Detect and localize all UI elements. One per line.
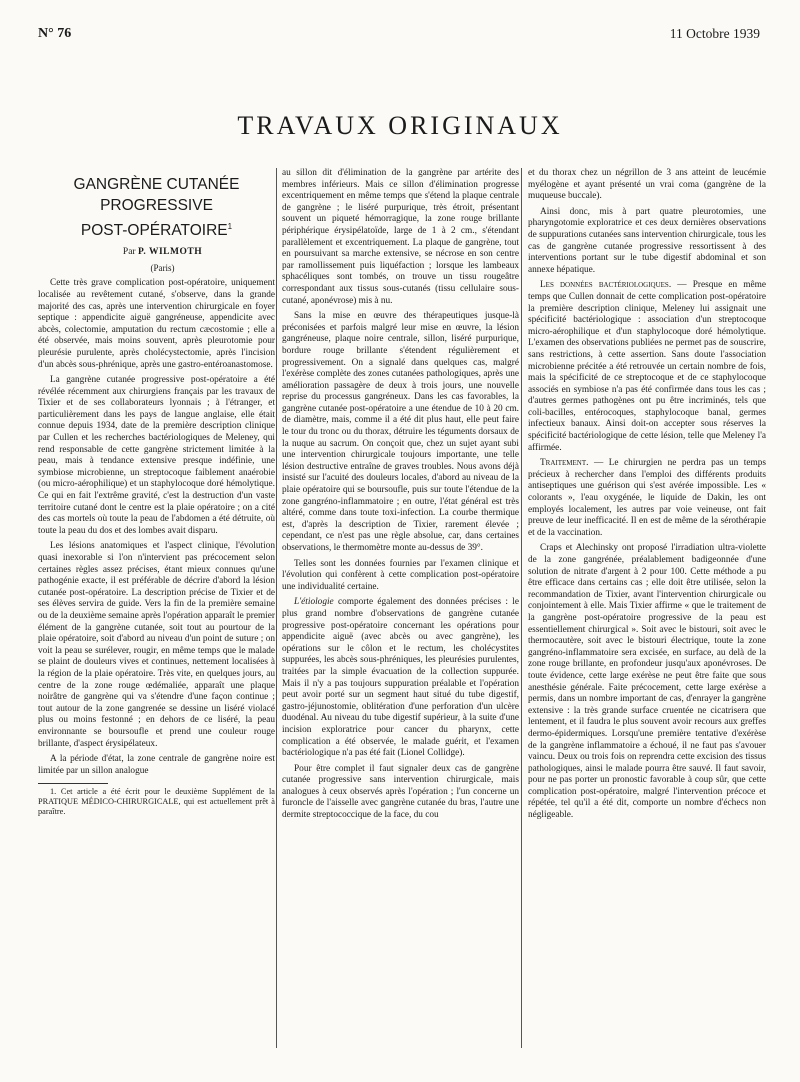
- paragraph: Craps et Alechinsky ont proposé l'irradiation ultra-violette de la zone gangrénée, préalablement badigeonnée d'une solution de nitrate d'argent à 2 pour 100. Cette méthode a pu être efficace dans certains cas ; elle doit être utilisée, selon la recommandation de Tixier, avant l'intervention chirurgicale ou conjointement à elle. Mais Tixier affirme « que le traitement de la gangrène post-opératoire progressive de la peau est essentiellement chirurgical ». Soit avec le bistouri, soit avec le thermocautère, soit avec le bistouri électrique, toute la zone gangréno-inflammatoire sera excisée, en surface, au delà de la zone rouge brillante, en profondeur jusqu'aux aponévroses. De toute évidence, cette large exérèse ne peut être faite que sous anesthésie générale. Faite précocement, cette large exérèse a permis, dans un nombre important de cas, d'enrayer la gangrène extensive : la très grande surface cruentée ne cicatrisera que lentement, et il faudra le plus souvent avoir recours aux greffes dermo-épidermiques. Lorsqu'une première tentative d'exérèse de la gangrène inflammatoire a échoué, il ne faut pas s'avouer vaincu. Deux ou trois fois on reprendra cette excision des tissus pathologiques, ainsi le malade pourra être sauvé. Il faut savoir, pour ne pas porter un pronostic favorable à coup sûr, que cette complication post-opératoire, malgré l'intervention précoce et répétée, tel qu'il a été dit, comporte un nombre d'échecs non négligeable.: [528, 543, 766, 821]
- paragraph: Les lésions anatomiques et l'aspect clinique, l'évolution quasi inexorable si l'on n'intervient pas précocement selon certaines règles assez précises, étant mieux connues qu'une pathogénie exacte, il est préférable de décrire d'abord la lésion cutanée post-opératoire. La description précise de Tixier et de ses élèves servira de guide. Vers la fin de la première semaine ou de la deuxième semaine après l'opération apparaît le premier élément de la gangrène cutanée, soit tout au pourtour de la plaie opératoire, soit d'abord au niveau d'un point de suture ; on voit la peau se surélever, rougir, en même temps que le malade se plaint de douleurs vives et continues, nettement localisées à la région de la plaie opératoire. Très vite, en quelques jours, au centre de la zone rouge œdémaliée, apparaît une plaque noirâtre de gangrène qui va s'étendre d'une façon continue ; tout autour de la zone gangrenée se dessine un liséré violacé plus ou moins festonné ; en dehors de ce liséré, la peau environnante se boursoufle et prend une couleur rouge brillante, d'aspect érysipélateux.: [38, 541, 275, 749]
- author-prefix: Par: [122, 247, 136, 258]
- issue-date: 11 Octobre 1939: [669, 26, 760, 41]
- paragraph: [528, 280, 766, 454]
- author-name: P. WILMOTH: [137, 247, 203, 258]
- article-title-line: POST-OPÉRATOIRE: [80, 222, 228, 240]
- paragraph: La gangrène cutanée progressive post-opératoire a été révélée récemment aux chirurgiens français par les travaux de Tixier et de ses collaborateurs lyonnais ; à l'étranger, et particulièrement dans les pays de langue anglaise, elle était connue depuis 1934, date de la première description clinique par Cullen et les recherches bactériologiques de Meleney, qui rend responsable de cette gangrène strictement limitée à la peau, mais à tendance extensive presque indéfinie, une symbiose microbienne, un streptocoque faiblement anaérobie (ou micro-aérophilique) et un staphylocoque doré hémolytique. Ce qui en fait l'extrême gravité, c'est la destruction d'un vaste territoire cutané dont le centre est la plaie opératoire ; on a cité des cas mortels où toute la peau de l'abdomen a été détruite, où toute la peau du dos et des lombes avait disparu.: [38, 375, 275, 536]
- footnote: 1. Cet article a été écrit pour le deuxième Supplément de la PRATIQUE MÉDICO-CHIRURGICALE, qui est actuellement prêt à paraître.: [38, 787, 275, 817]
- paragraph-body: comporte également des données précises : le plus grand nombre d'observations de gangrène cutanée progressive post-opératoire concernant les opérations pour appendicite aiguë (avec abcès ou avec gangrène), les opérations sur le côlon et le rectum, les cholécystites suppurées, les abcès sous-phréniques, les pleurésies purulentes, traitées par la simple évacuation de la collection suppurée. Mais il n'y a pas toujours suppuration préalable et l'opération peut avoir porté sur un segment haut situé du tube digestif, gastro-jéjunostomie, oblitération d'une perforation d'un ulcère duodénal. Au niveau du tube digestif supérieur, à la suite d'une incision exploratrice pour cancer du pharynx, cette complication a été observée, le malade guérit, et l'examen bactériologique n'a pas été fait (Lionel Collidge).: [282, 597, 519, 759]
- section-title: TRAVAUX ORIGINAUX: [237, 111, 563, 141]
- paragraph-body: — Le chirurgien ne perdra pas un temps précieux à rechercher dans l'emploi des différents produits antiseptiques une guérison qui s'est avérée impossible. Les « colorants », l'eau oxygénée, le liquide de Dakin, les ont employés localement, les autres par voie veineuse, ont fait preuve de leur inefficacité. Il en est de même de la sérothérapie et de la vaccination.: [528, 458, 766, 538]
- column-2: [282, 168, 519, 826]
- paragraph: [528, 458, 766, 539]
- paragraph: au sillon dit d'élimination de la gangrène par artérite des membres inférieurs. Mais ce sillon d'élimination progresse excentriquement en même temps que s'étend la plaque centrale de gangrène ; le liséré purpurique, très étroit, présentant souvent un piqueté hémorragique, la zone rouge brillante périphérique érysipélatoïde, large de 1 à 2 cm., s'étendant parallèlement et excentriquement. La plaque de gangrène, tout en poursuivant sa marche extensive, se nécrose en son centre par ramollissement puis liquéfaction ; lorsque les lambeaux sphacéliques sont tombés, on trouve un tissu rougeâtre correspondant aux tissus sous-cutanés (tissu cellulaire sous-cutané, aponévrose) mis à nu.: [282, 168, 519, 306]
- paragraph: Ainsi donc, mis à part quatre pleurotomies, une pharyngotomie exploratrice et ces deux dernières observations de suppurations cutanées sans intervention chirurgicale, tous les cas de gangrène cutanée progressive ressortissent à des interventions portant sur le tube digestif abdominal et son annexe hépatique.: [528, 206, 766, 275]
- paragraph: A la période d'état, la zone centrale de gangrène noire est limitée par un sillon analogue: [38, 754, 275, 776]
- section-heading: Traitement.: [540, 458, 589, 469]
- footnote-divider: [38, 783, 108, 784]
- paragraph: Pour être complet il faut signaler deux cas de gangrène cutanée progressive sans intervention chirurgicale, mais analogues à ceux observés après l'opération ; l'un concerne un furoncle de l'aisselle avec gangrène cutanée du bras, l'autre une dermite streptococcique de la face, du cou: [282, 763, 519, 821]
- article-title: [38, 174, 275, 241]
- column-1: [38, 168, 275, 821]
- paragraph: Telles sont les données fournies par l'examen clinique et l'évolution qui confèrent à cette complication post-opératoire une individualité certaine.: [282, 558, 519, 592]
- paragraph-body: — Presque en même temps que Cullen donnait de cette complication post-opératoire la première description clinique, Meleney lui assignait une spécificité bactériologique : association d'un streptocoque micro-aérophilique et d'un staphylocoque doré hémolytique. L'examen des observations publiées ne permet pas de souscrire, sans restrictions, à cette assertion. Sans doute l'association microbienne précitée a été retrouvée un certain nombre de fois, mais la spécificité de ce streptocoque et de ce staphylocoque associés en symbiose n'a pas été confirmée dans tous les cas ; d'autres germes pathogènes ont pu être incriminés, tels que coli-bacilles, entérocoques, staphylocoque banal, germes infectieux banaux. Ainsi doit-on accepter sous réserves la spécificité bactériologique de cette lésion, telle que Meleney l'a affirmée.: [528, 280, 766, 453]
- paragraph: [282, 597, 519, 759]
- article-title-line: PROGRESSIVE: [100, 197, 213, 214]
- column-divider: [521, 168, 522, 1048]
- paragraph: Cette très grave complication post-opératoire, uniquement localisée au revêtement cutané, s'observe, dans la grande majorité des cas, après une intervention chirurgicale en foyer septique : appendicite aiguë gangréneuse, appendicite avec abcès, colectomie, amputation du rectum cæcostomie ; elle a été observée, mais moins souvent, après pleurotomie pour pleurésie purulente, après cholécystectomie, après l'incision d'un abcès sous-phrénique, après une gastro-entéroanastomose.: [38, 278, 275, 370]
- author-place: (Paris): [150, 262, 175, 273]
- paragraph: et du thorax chez un négrillon de 3 ans atteint de leucémie myélogène et ayant présenté un vrai coma (gangrène de la muqueuse buccale).: [528, 168, 766, 202]
- paragraph: Sans la mise en œuvre des thérapeutiques jusque-là préconisées et parfois malgré leur mise en œuvre, la lésion gangréneuse, plaque noire centrale, sillon, liséré purpurique, bordure rouge brillante s'étendent régulièrement et progressivement. On a signalé dans quelques cas, malgré l'exérèse complète des zones cutanées pathologiques, après une amélioration passagère de deux à trois jours, une nouvelle reprise du processus gangréneux. Dans les cas favorables, la gangrène cutanée post-opératoire a une étendue de 10 à 20 cm. de diamètre, mais, comme il a été dit plus haut, elle peut faire le tour du tronc ou du thorax, détruire les téguments dorsaux de la nuque au sacrum. On conçoit que, chez un sujet ayant subi une intervention chirurgicale toujours importante, une telle lésion destructive entraîne de graves troubles. Nous avons déjà insisté sur l'acuité des douleurs locales, d'abord au niveau de la plaie opératoire qui se boursoufle, puis sur toute l'étendue de la zone gangréno-inflammatoire ; en outre, l'état général est très altéré, comme dans toute toxi-infection. La courbe thermique est, d'après la description de Tixier, rarement élevée ; cependant, ce n'est pas une règle absolue, car, dans certaines observations, le thermomètre monte au-dessus de 39°.: [282, 311, 519, 553]
- footnote-mark: 1: [227, 222, 233, 231]
- column-divider: [276, 168, 277, 1048]
- article-author: [38, 247, 275, 259]
- article-title-line: GANGRÈNE CUTANÉE: [73, 176, 240, 193]
- section-heading: Les données bactériologiques.: [540, 280, 672, 291]
- issue-number: N° 76: [38, 26, 72, 41]
- paragraph-lead: L'étiologie: [294, 597, 334, 608]
- column-3: [528, 168, 766, 826]
